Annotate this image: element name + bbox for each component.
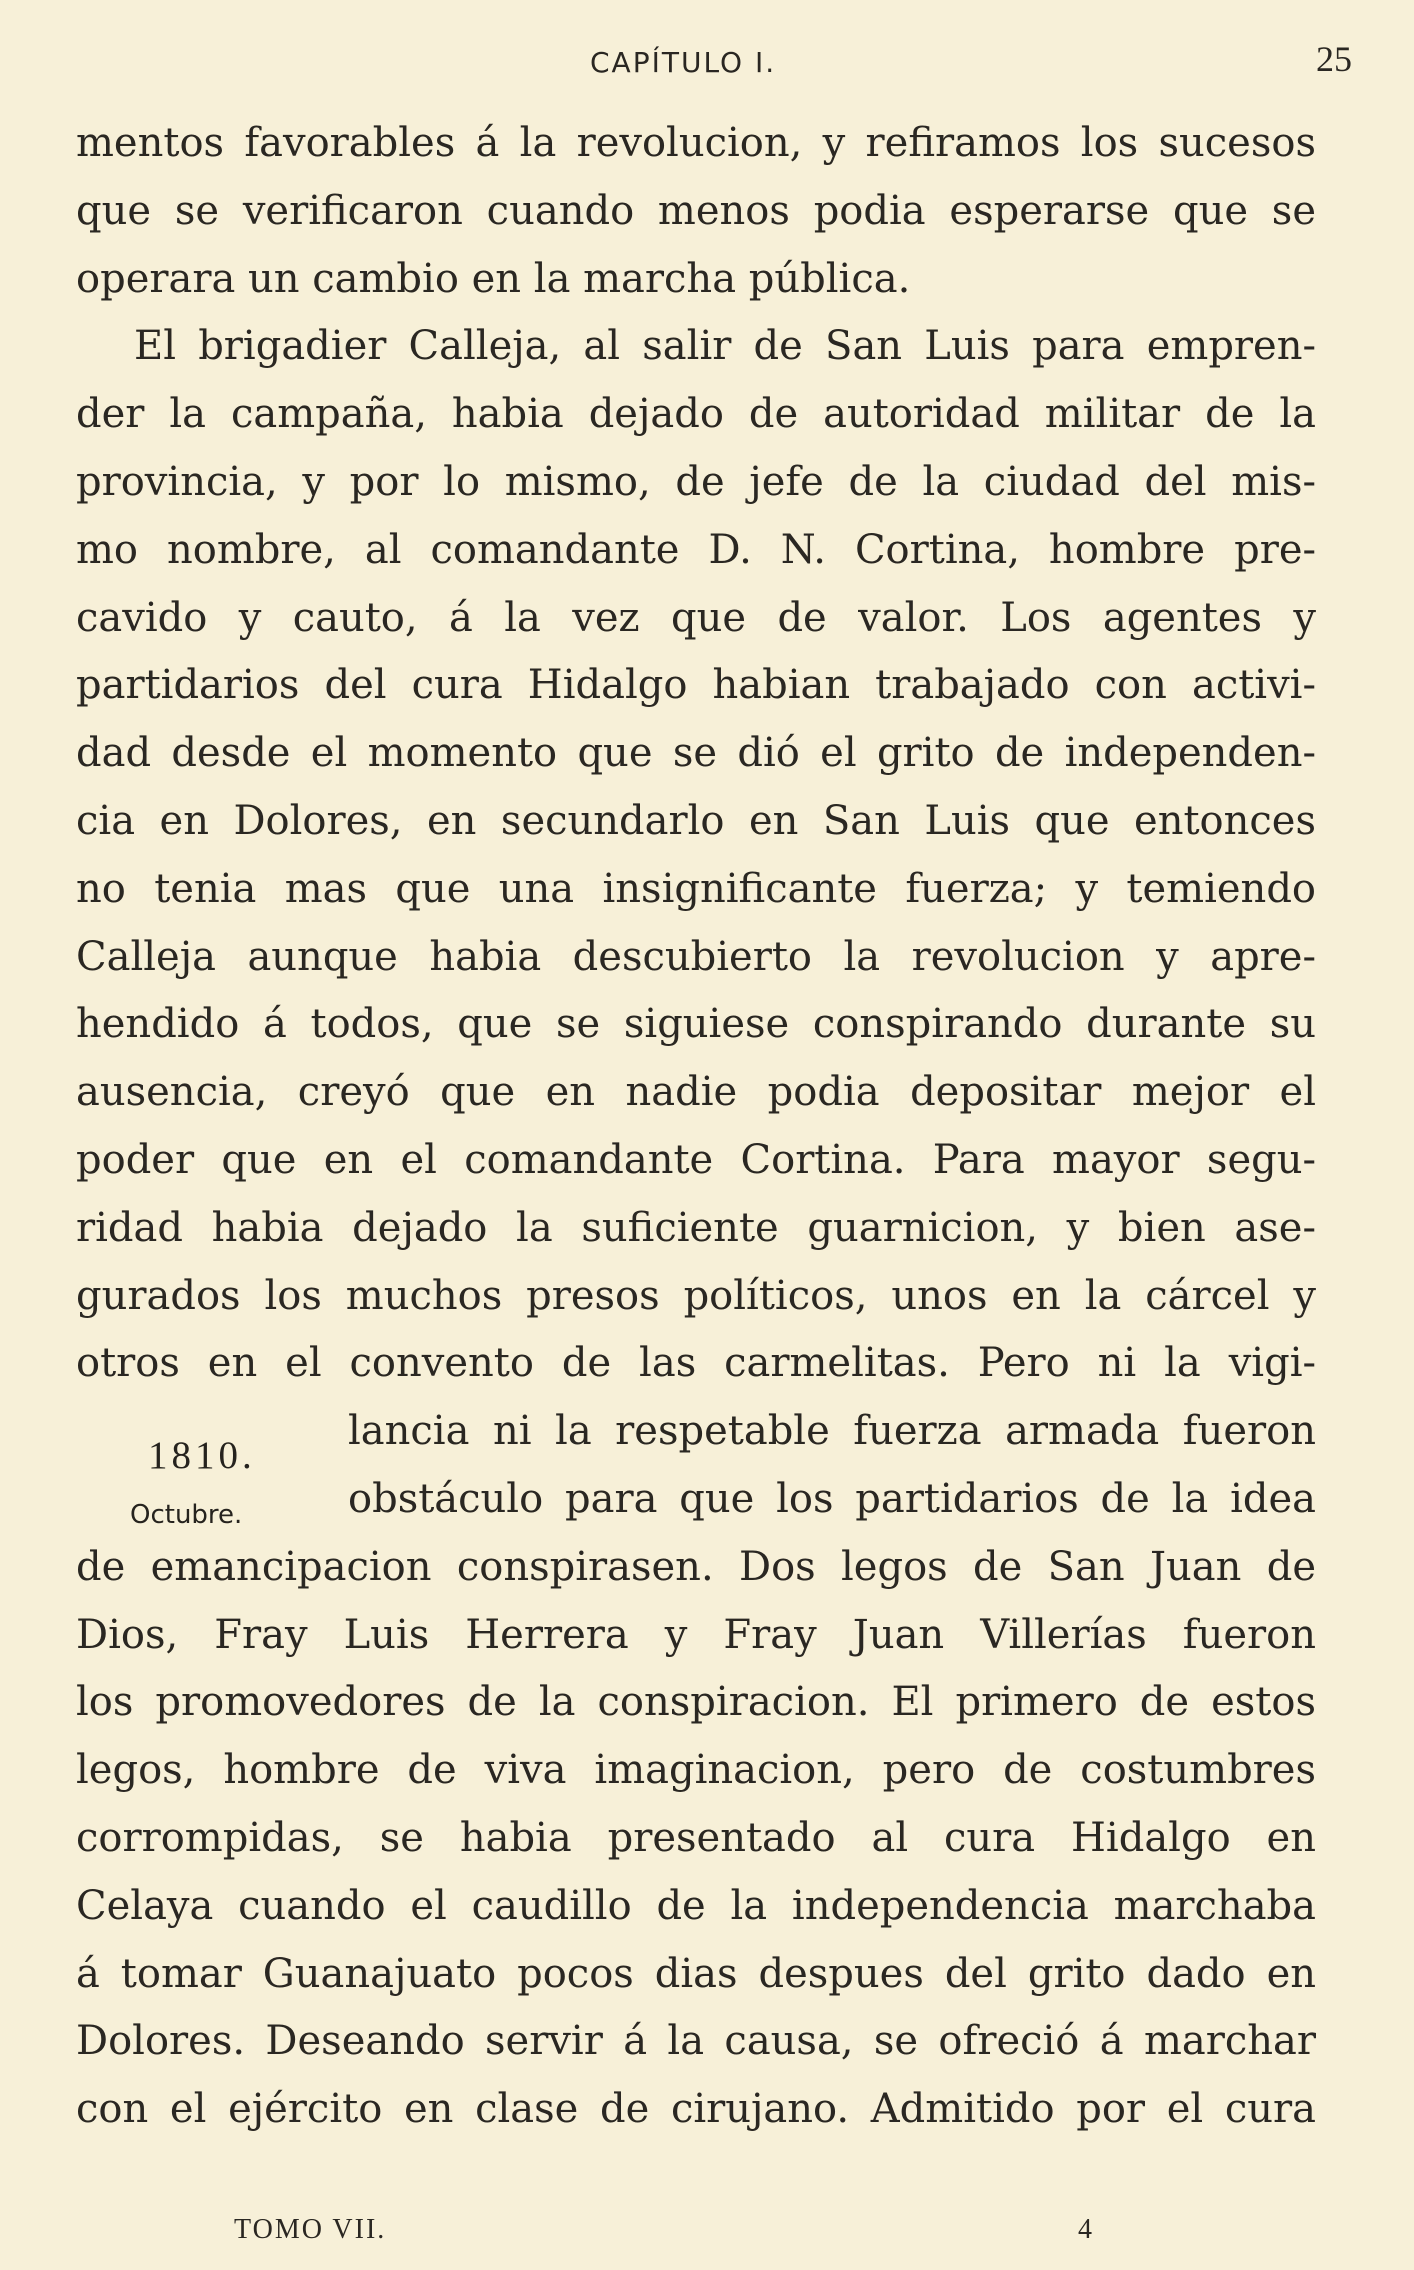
- text-line: mo nombre, al comandante D. N. Cortina, hombre pre-: [76, 526, 1316, 573]
- running-head: CAPÍTULO I.: [590, 46, 777, 79]
- text-line: los promovedores de la conspiracion. El primero de estos: [76, 1679, 1316, 1726]
- marginal-note-month: Octubre.: [130, 1500, 243, 1530]
- text-line: lancia ni la respetable fuerza armada fueron: [348, 1408, 1316, 1455]
- body-text: [76, 110, 1316, 2144]
- text-line: cia en Dolores, en secundarlo en San Luis que entonces: [76, 797, 1316, 844]
- text-line: Dolores. Deseando servir á la causa, se ofreció á marchar: [76, 2018, 1316, 2065]
- text-line: no tenia mas que una insignificante fuerza; y temiendo: [76, 865, 1316, 912]
- text-line: Dios, Fray Luis Herrera y Fray Juan Villerías fueron: [76, 1611, 1316, 1658]
- signature-mark: 4: [1078, 2214, 1092, 2245]
- text-line: mentos favorables á la revolucion, y refiramos los sucesos: [76, 120, 1316, 166]
- text-line: El brigadier Calleja, al salir de San Luis para empren-: [134, 323, 1316, 370]
- text-line: que se verificaron cuando menos podia esperarse que se: [76, 187, 1316, 234]
- text-line: dad desde el momento que se dió el grito de independen-: [76, 730, 1316, 777]
- text-line: partidarios del cura Hidalgo habian trabajado con activi-: [76, 662, 1316, 709]
- text-line: operara un cambio en la marcha pública.: [76, 255, 911, 302]
- text-line: poder que en el comandante Cortina. Para mayor segu-: [76, 1136, 1316, 1183]
- volume-label: TOMO VII.: [234, 2214, 387, 2245]
- text-line: corrompidas, se habia presentado al cura Hidalgo en: [76, 1814, 1316, 1861]
- text-line: ridad habia dejado la suficiente guarnicion, y bien ase-: [76, 1204, 1316, 1251]
- text-line: de emancipacion conspirasen. Dos legos de San Juan de: [76, 1543, 1316, 1590]
- text-line: hendido á todos, que se siguiese conspirando durante su: [76, 1001, 1316, 1048]
- text-line: obstáculo para que los partidarios de la idea: [348, 1475, 1316, 1522]
- text-line: cavido y cauto, á la vez que de valor. Los agentes y: [76, 594, 1316, 641]
- text-line: otros en el convento de las carmelitas. Pero ni la vigi-: [76, 1340, 1316, 1387]
- text-line: ausencia, creyó que en nadie podia depositar mejor el: [76, 1069, 1316, 1116]
- text-line: provincia, y por lo mismo, de jefe de la ciudad del mis-: [76, 458, 1316, 505]
- page-number: 25: [1316, 39, 1352, 79]
- text-line: der la campaña, habia dejado de autoridad militar de la: [76, 391, 1316, 438]
- page-header: [0, 38, 1414, 88]
- text-line: con el ejército en clase de cirujano. Admitido por el cura: [76, 2086, 1316, 2133]
- text-line: Calleja aunque habia descubierto la revolucion y apre-: [76, 933, 1316, 980]
- text-line: Celaya cuando el caudillo de la independencia marchaba: [76, 1882, 1316, 1929]
- marginal-note-year: 1810.: [148, 1434, 256, 1477]
- page-footer: [0, 2214, 1414, 2256]
- text-line: á tomar Guanajuato pocos dias despues del grito dado en: [76, 1950, 1316, 1997]
- text-line: gurados los muchos presos políticos, unos en la cárcel y: [76, 1272, 1316, 1319]
- text-line: legos, hombre de viva imaginacion, pero de costumbres: [76, 1747, 1316, 1794]
